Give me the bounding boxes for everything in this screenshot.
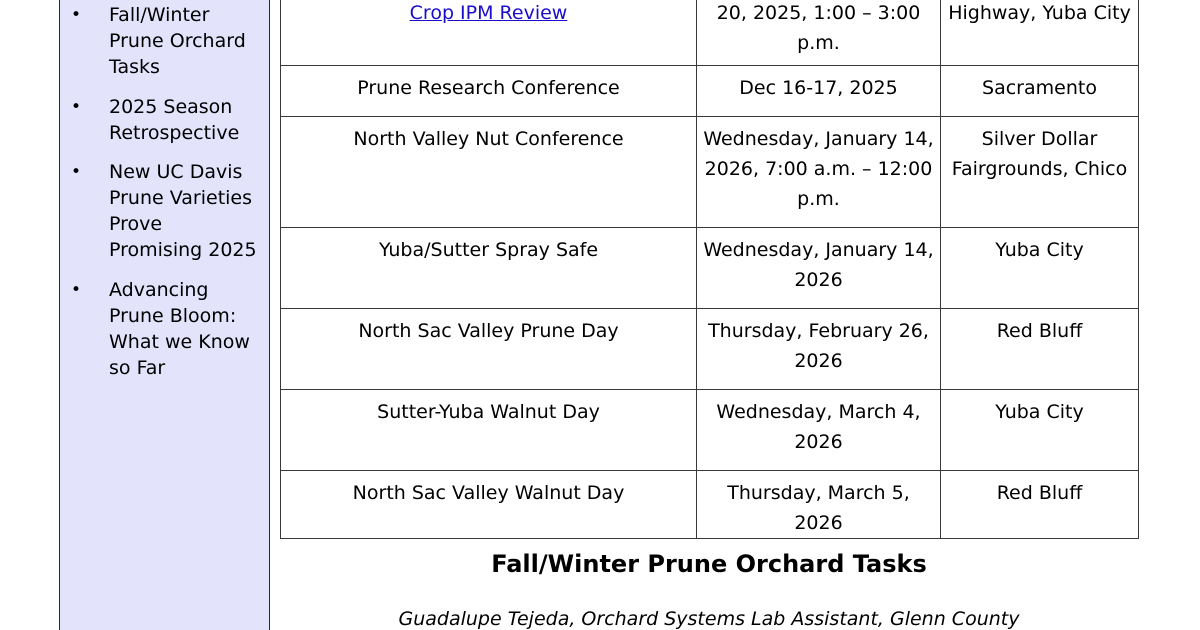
event-location-cell: Yuba City (941, 228, 1139, 309)
event-location-cell: Highway, Yuba City (941, 0, 1139, 66)
table-row (281, 390, 1139, 471)
sidebar-item-label: 2025 Season Retrospective (109, 96, 240, 144)
event-date-cell: Wednesday, January 14, 2026 (697, 228, 941, 309)
sidebar-item-label: New UC Davis Prune Varieties Prove Promising 2025 (109, 161, 257, 261)
event-location-cell: Silver Dollar Fairgrounds, Chico (941, 117, 1139, 228)
event-location-cell: Yuba City (941, 390, 1139, 471)
sidebar-item-label: Fall/Winter Prune Orchard Tasks (109, 4, 246, 78)
event-date-cell: Wednesday, March 4, 2026 (697, 390, 941, 471)
event-location-cell: Red Bluff (941, 309, 1139, 390)
table-row (281, 0, 1139, 66)
event-date-cell: Dec 16-17, 2025 (697, 66, 941, 117)
events-table (280, 0, 1139, 539)
event-date-cell: Thursday, February 26, 2026 (697, 309, 941, 390)
bullet-icon: • (71, 97, 82, 117)
event-name-cell: Sutter-Yuba Walnut Day (281, 390, 697, 471)
bullet-icon: • (71, 162, 82, 182)
bullet-icon: • (71, 280, 82, 300)
sidebar-item-label: Advancing Prune Bloom: What we Know so Far (109, 279, 250, 379)
table-row (281, 309, 1139, 390)
event-name-cell (281, 0, 697, 66)
table-row (281, 228, 1139, 309)
event-name-cell: Prune Research Conference (281, 66, 697, 117)
event-location-cell: Red Bluff (941, 471, 1139, 539)
event-name-cell: North Sac Valley Prune Day (281, 309, 697, 390)
event-link[interactable]: Crop IPM Review (409, 2, 568, 24)
event-name-cell: Yuba/Sutter Spray Safe (281, 228, 697, 309)
sidebar-item-new-varieties[interactable] (60, 159, 260, 265)
event-date-cell: 20, 2025, 1:00 – 3:00 p.m. (697, 0, 941, 66)
in-this-issue-sidebar (59, 0, 270, 630)
article-title: Fall/Winter Prune Orchard Tasks (491, 550, 927, 578)
bullet-icon: • (71, 5, 82, 25)
table-row (281, 66, 1139, 117)
article-byline: Guadalupe Tejeda, Orchard Systems Lab Assistant, Glenn County (398, 608, 1020, 630)
table-row (281, 117, 1139, 228)
event-location-cell: Sacramento (941, 66, 1139, 117)
event-date-cell: Thursday, March 5, 2026 (697, 471, 941, 539)
event-name-cell: North Valley Nut Conference (281, 117, 697, 228)
event-date-cell: Wednesday, January 14, 2026, 7:00 a.m. – 12:00 p.m. (697, 117, 941, 228)
sidebar-item-fall-winter-tasks[interactable] (60, 2, 260, 82)
sidebar-item-advancing-bloom[interactable] (60, 277, 260, 379)
sidebar-item-season-retrospective[interactable] (60, 94, 260, 148)
table-row (281, 471, 1139, 539)
event-name-cell: North Sac Valley Walnut Day (281, 471, 697, 539)
